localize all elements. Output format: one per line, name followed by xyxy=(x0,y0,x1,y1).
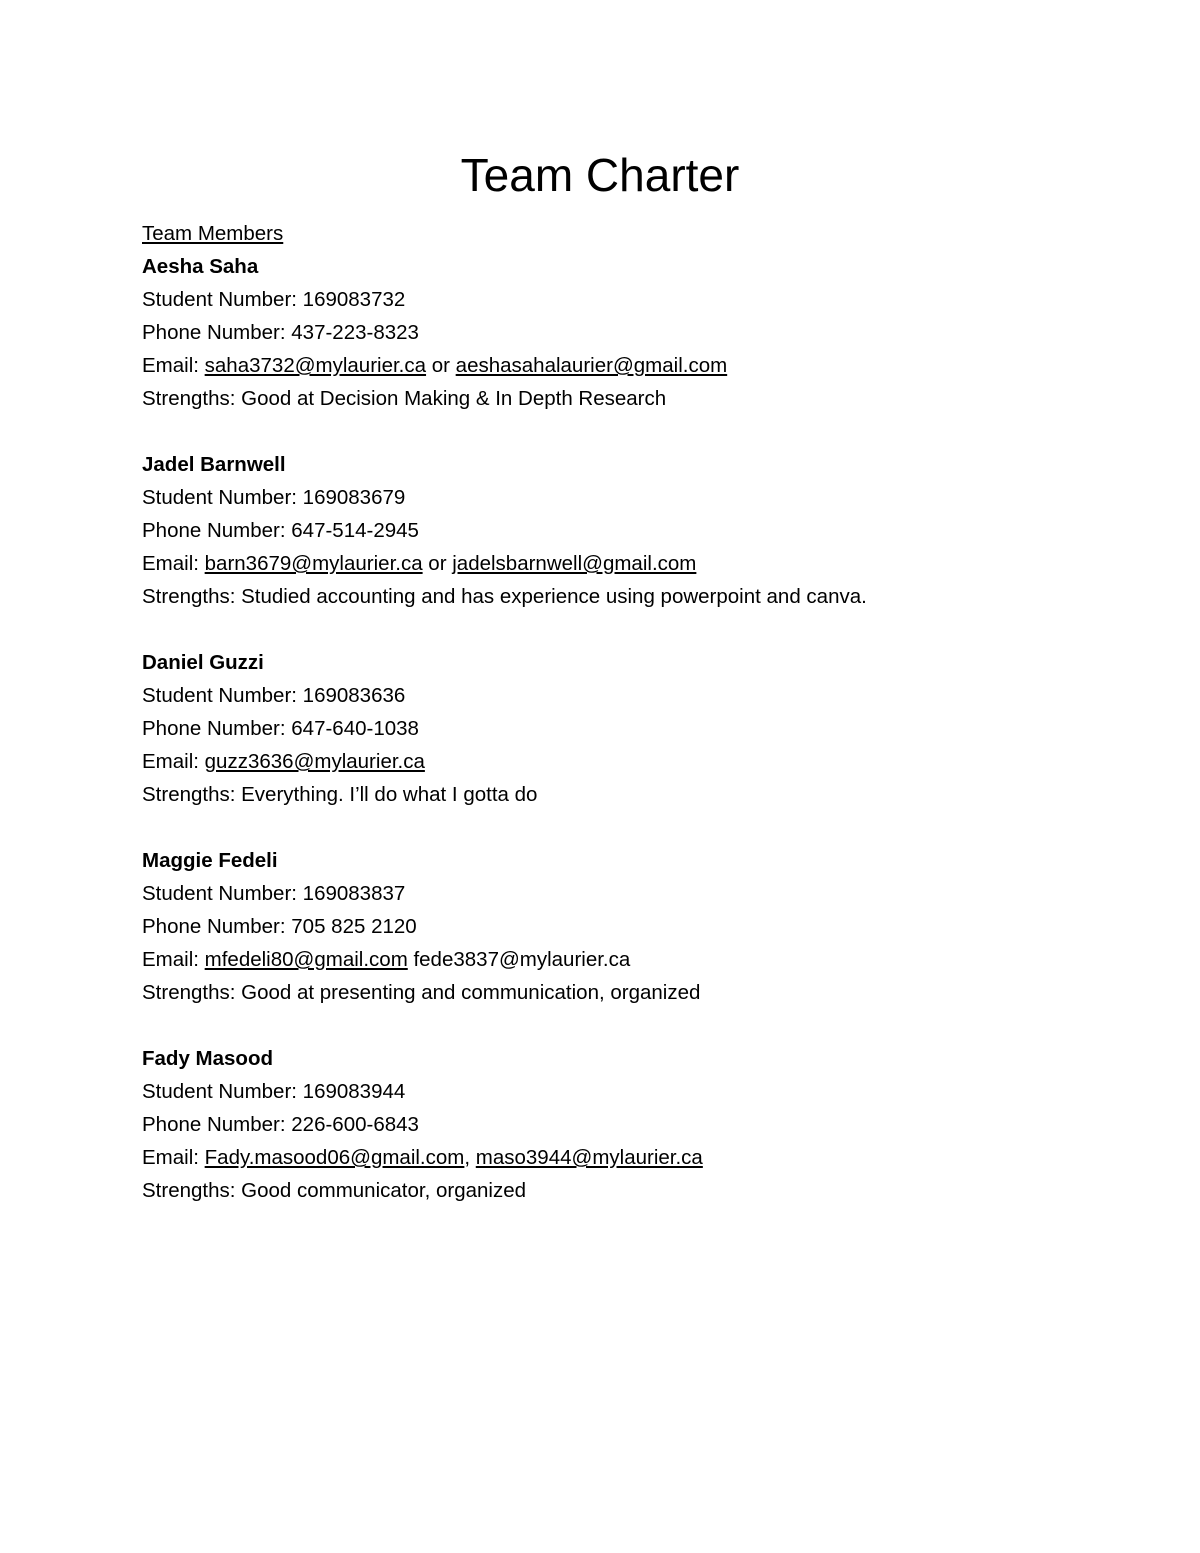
member-name: Aesha Saha xyxy=(142,255,259,278)
email-separator: or xyxy=(426,354,456,377)
phone-number: Phone Number: 437-223-8323 xyxy=(142,321,419,344)
student-number: Student Number: 169083732 xyxy=(142,288,406,311)
member-name: Maggie Fedeli xyxy=(142,849,278,872)
email-line xyxy=(142,349,1142,382)
student-number: Student Number: 169083944 xyxy=(142,1080,406,1103)
spacer xyxy=(142,613,1142,646)
email-link[interactable]: aeshasahalaurier@gmail.com xyxy=(455,354,728,377)
member-block xyxy=(142,646,1142,811)
email-link[interactable]: Fady.masood06@gmail.com xyxy=(204,1146,465,1169)
team-members-section xyxy=(142,217,1142,1207)
member-name: Daniel Guzzi xyxy=(142,651,264,674)
email-label: Email: xyxy=(142,750,205,773)
student-number: Student Number: 169083679 xyxy=(142,486,406,509)
email-link[interactable]: mfedeli80@gmail.com xyxy=(204,948,408,971)
email-line xyxy=(142,547,1142,580)
member-block xyxy=(142,250,1142,415)
section-heading: Team Members xyxy=(142,222,284,245)
email-plain-text: fede3837@mylaurier.ca xyxy=(407,948,631,971)
email-link[interactable]: maso3944@mylaurier.ca xyxy=(475,1146,703,1169)
phone-number: Phone Number: 647-514-2945 xyxy=(142,519,419,542)
student-number: Student Number: 169083837 xyxy=(142,882,406,905)
phone-number: Phone Number: 647-640-1038 xyxy=(142,717,419,740)
member-name: Jadel Barnwell xyxy=(142,453,286,476)
email-separator: , xyxy=(464,1146,476,1169)
member-block xyxy=(142,1042,1142,1207)
spacer xyxy=(142,811,1142,844)
strengths: Strengths: Good at presenting and communication, organized xyxy=(142,981,701,1004)
spacer xyxy=(142,1009,1142,1042)
phone-number: Phone Number: 226-600-6843 xyxy=(142,1113,419,1136)
member-name: Fady Masood xyxy=(142,1047,273,1070)
email-label: Email: xyxy=(142,1146,205,1169)
email-separator: or xyxy=(422,552,453,575)
strengths: Strengths: Studied accounting and has experience using powerpoint and canva. xyxy=(142,585,867,608)
strengths: Strengths: Good communicator, organized xyxy=(142,1179,527,1202)
email-link[interactable]: jadelsbarnwell@gmail.com xyxy=(452,552,697,575)
member-block xyxy=(142,844,1142,1009)
strengths: Strengths: Everything. I’ll do what I gotta do xyxy=(142,783,538,806)
email-label: Email: xyxy=(142,948,205,971)
email-link[interactable]: guzz3636@mylaurier.ca xyxy=(204,750,425,773)
phone-number: Phone Number: 705 825 2120 xyxy=(142,915,417,938)
page-title: Team Charter xyxy=(460,149,740,201)
member-block xyxy=(142,448,1142,613)
email-link[interactable]: barn3679@mylaurier.ca xyxy=(204,552,423,575)
email-link[interactable]: saha3732@mylaurier.ca xyxy=(204,354,427,377)
email-label: Email: xyxy=(142,552,205,575)
spacer xyxy=(142,415,1142,448)
email-label: Email: xyxy=(142,354,205,377)
student-number: Student Number: 169083636 xyxy=(142,684,406,707)
strengths: Strengths: Good at Decision Making & In Depth Research xyxy=(142,387,667,410)
email-line xyxy=(142,745,1142,778)
email-line xyxy=(142,1141,1142,1174)
email-line xyxy=(142,943,1142,976)
